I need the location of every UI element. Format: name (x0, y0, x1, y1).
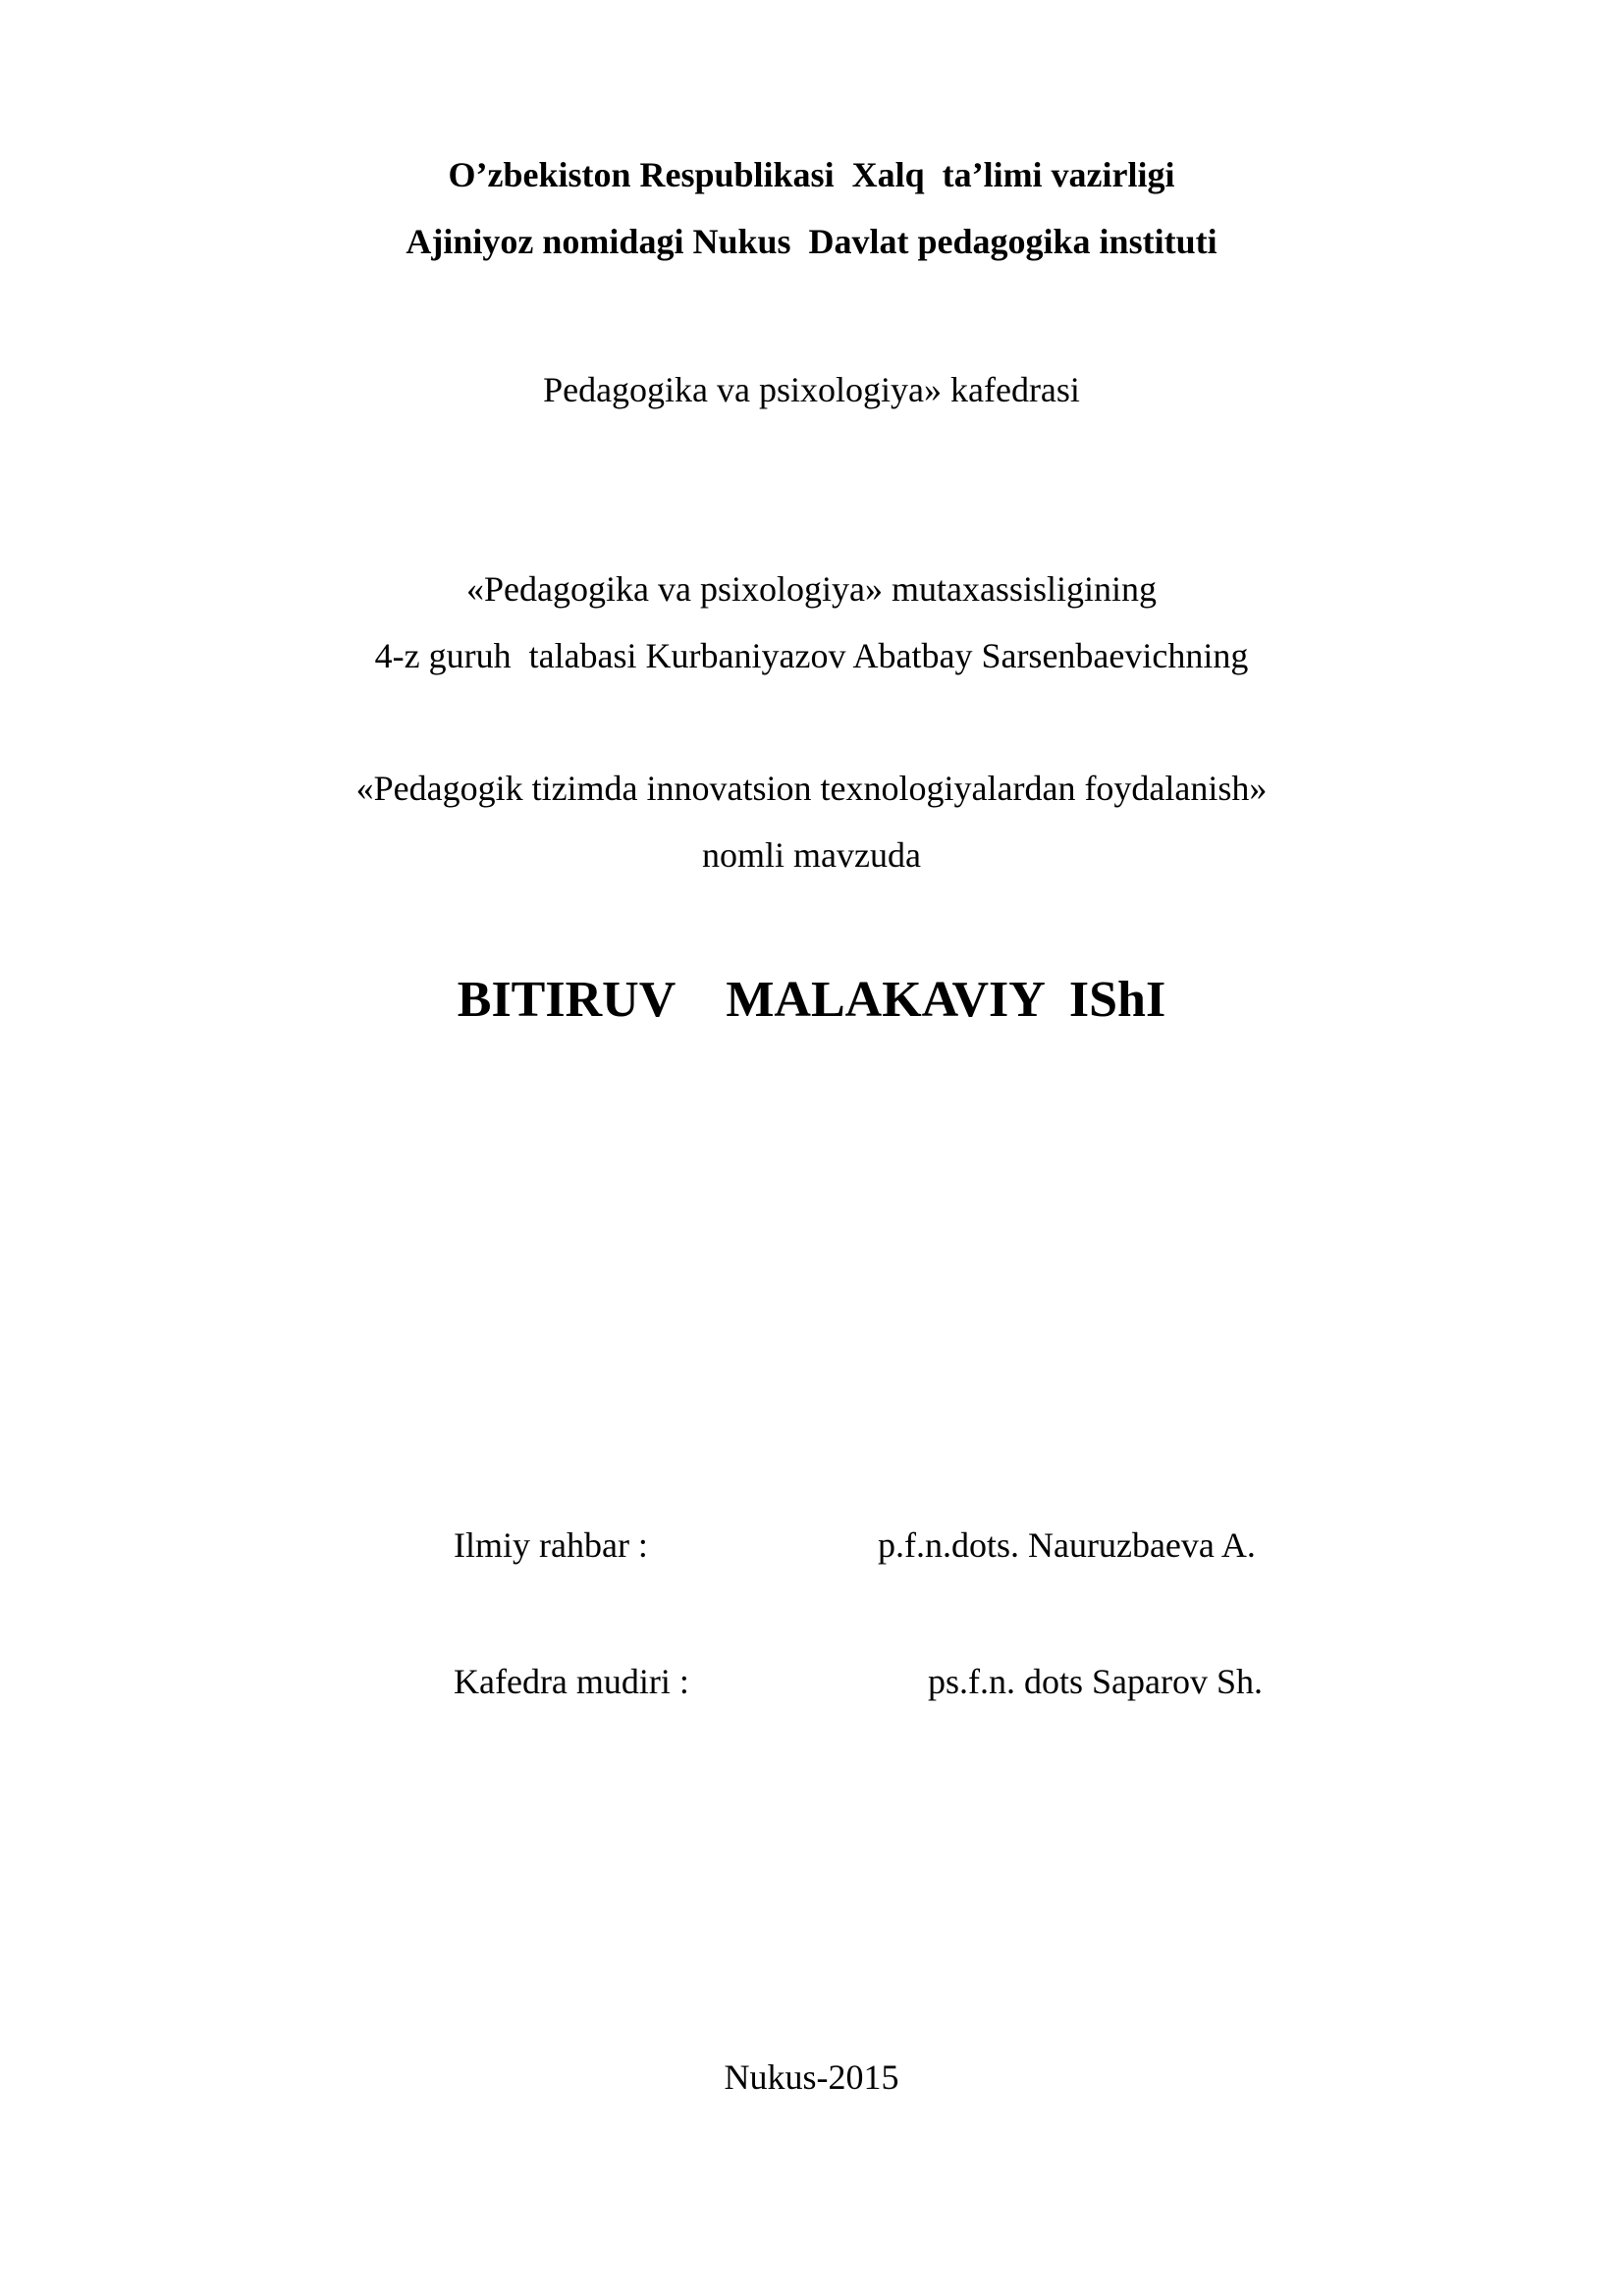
work-type-heading: BITIRUV MALAKAVIY IShI (457, 972, 1166, 1028)
department-head-label: Kafedra mudiri : (454, 1662, 689, 1701)
department-head-name: ps.f.n. dots Saparov Sh. (928, 1662, 1263, 1701)
institute-title: Ajiniyoz nomidagi Nukus Davlat pedagogika instituti (406, 222, 1217, 261)
specialty-line: «Pedagogika va psixologiya» mutaxassisligining (466, 569, 1157, 609)
department-name: Pedagogika va psixologiya» kafedrasi (543, 370, 1080, 409)
supervisor-name: p.f.n.dots. Nauruzbaeva A. (878, 1525, 1256, 1565)
ministry-title: O’zbekiston Respublikasi Xalq ta’limi vazirligi (448, 155, 1175, 194)
supervisor-label: Ilmiy rahbar : (454, 1525, 648, 1565)
topic-suffix: nomli mavzuda (702, 835, 921, 875)
student-line: 4-z guruh talabasi Kurbaniyazov Abatbay Sarsenbaevichning (374, 636, 1249, 675)
topic-title: «Pedagogik tizimda innovatsion texnologiyalardan foydalanish» (355, 769, 1268, 808)
city-year: Nukus-2015 (724, 2057, 899, 2097)
